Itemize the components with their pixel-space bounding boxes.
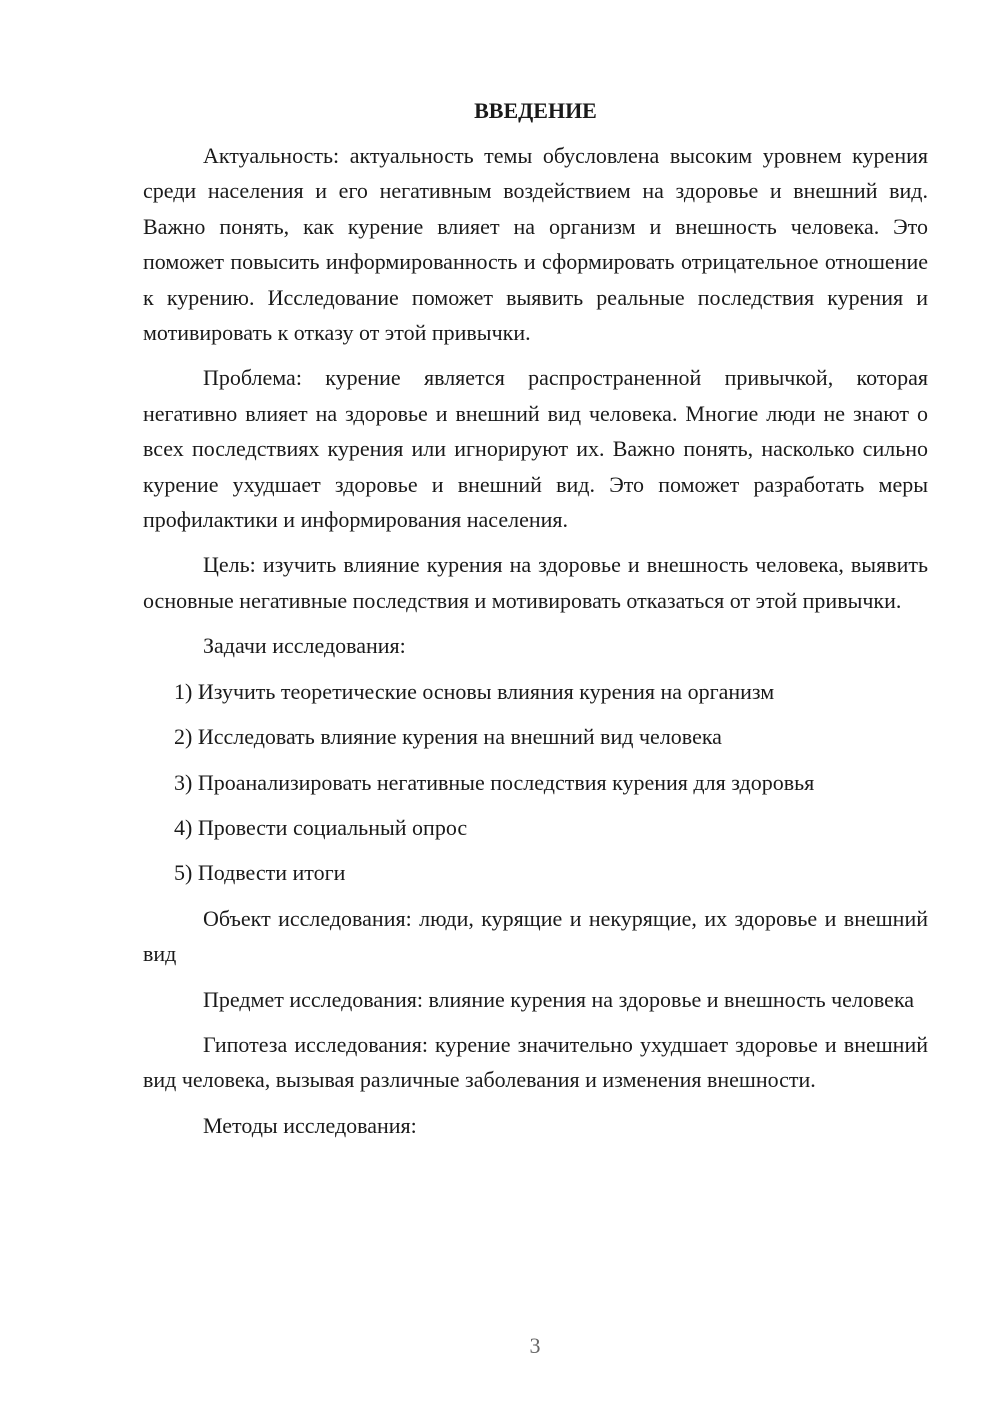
list-item: 2) Исследовать влияние курения на внешний вид человека — [174, 724, 722, 750]
list-item: 3) Проанализировать негативные последствия курения для здоровья — [174, 769, 815, 795]
list-item: 5) Подвести итоги — [174, 860, 346, 886]
goal-paragraph: Цель: изучить влияние курения на здоровье и внешность человека, выявить основные негативные последствия и мотивировать отказаться от этой привычки. — [143, 552, 928, 613]
subject-paragraph: Предмет исследования: влияние курения на здоровье и внешность человека — [203, 986, 915, 1012]
methods-heading: Методы исследования: — [203, 1112, 417, 1138]
page-number: 3 — [529, 1333, 541, 1358]
list-item: 1) Изучить теоретические основы влияния курения на организм — [174, 678, 775, 704]
object-paragraph: Объект исследования: люди, курящие и некурящие, их здоровье и внешний вид — [143, 905, 928, 967]
list-item: 4) Провести социальный опрос — [174, 814, 468, 840]
document-page — [143, 96, 928, 1143]
page-title: ВВЕДЕНИЕ — [474, 98, 597, 123]
problem-paragraph: Проблема: курение является распространенной привычкой, которая негативно влияет на здоровье и внешний вид человека. Многие люди не знают о всех последствиях курения или игнорируют их. Важно понять, насколько сильно курение ухудшает здоровье и внешний вид. Это поможет разработать меры профилактики и информирования населения. — [143, 365, 928, 533]
relevance-paragraph: Актуальность: актуальность темы обусловлена высоким уровнем курения среди населения и его негативным воздействием на здоровье и внешний вид. Важно понять, как курение влияет на организм и внешность человека. Это поможет повысить информированность и сформировать отрицательное отношение к курению. Исследование поможет выявить реальные последствия курения и мотивировать к отказу от этой привычки. — [143, 143, 928, 346]
hypothesis-paragraph: Гипотеза исследования: курение значительно ухудшает здоровье и внешний вид человека, вызывая различные заболевания и изменения внешности. — [143, 1031, 928, 1093]
tasks-heading: Задачи исследования: — [203, 633, 406, 659]
tasks-list — [143, 674, 928, 891]
